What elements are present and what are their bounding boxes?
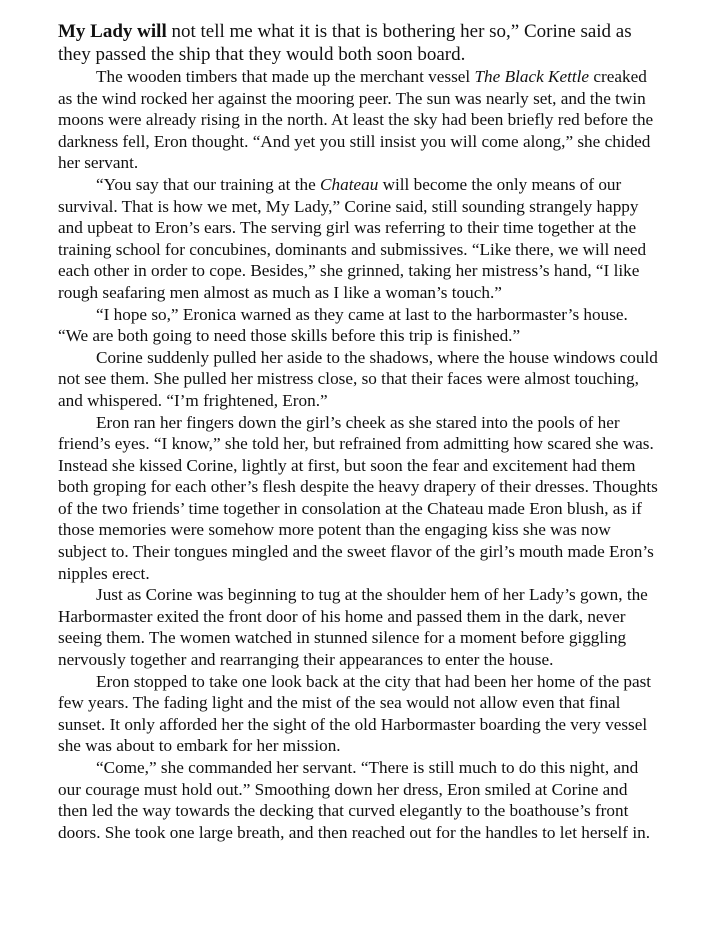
chateau-name: Chateau [320,174,379,194]
paragraph-2 [58,174,661,304]
paragraph-text: “You say that our training at the [96,174,321,194]
paragraph-text: creaked as the wind rocked her against the mooring peer. The sun was nearly set, and the twin moons were already rising in the north. At least the sky had been briefly red before the darkness fell, Eron thought. “And yet you still insist you will come along,” she chided her servant. [58,67,654,173]
ship-name: The Black Kettle [474,67,590,86]
paragraph-text: will become the only means of our survival. That is how we met, My Lady,” Corine said, still sounding strangely happy and upbeat to Eron’s ears. The serving girl was referring to their time together at the training school for concubines, dominants and submissives. “Like there, we will need each other in order to cope. Besides,” she grinned, taking her mistress’s hand, “I like rough seafaring men almost as much as I like a woman’s touch.” [58,174,647,302]
paragraph-1 [58,66,661,174]
paragraph-5: Eron ran her fingers down the girl’s cheek as she stared into the pools of her friend’s eyes. “I know,” she told her, but refrained from admitting how scared she was. Instead she kissed Corine, lightly at first, but soon the fear and excitement had them both groping for each other’s flesh despite the heavy drapery of their dresses. Thoughts of the two friends’ time together in consolation at the Chateau made Eron blush, as if those memories were somehow more potent than the engaging kiss she was now subject to. Their tongues mingled and the sweet flavor of the girl’s mouth made Eron’s nipples erect. [58,412,658,583]
opening-paragraph [58,20,661,66]
paragraph-text: The wooden timbers that made up the merchant vessel [96,67,475,86]
paragraph-8: “Come,” she commanded her servant. “There is still much to do this night, and our courage must hold out.” Smoothing down her dress, Eron smiled at Corine and then led the way towards the decking that curved elegantly to the boathouse’s front doors. She took one large breath, and then reached out for the handles to let herself in. [58,758,650,842]
paragraph-7: Eron stopped to take one look back at the city that had been her home of the past few years. The fading light and the mist of the sea would not allow even that final sunset. It only afforded her the sight of the old Harbormaster boarding the very vessel she was about to embark for her mission. [58,671,652,756]
opening-lead-text: My Lady will [58,21,167,42]
paragraph-3: “I hope so,” Eronica warned as they came at last to the harbormaster’s house. “We are both going to need those skills before this trip is finished.” [58,304,628,346]
opening-rest-text: not tell me what it is that is bothering her so,” Corine said as they passed the ship that they would both soon board. [58,21,632,65]
paragraph-6: Just as Corine was beginning to tug at the shoulder hem of her Lady’s gown, the Harbormaster exited the front door of his home and passed them in the dark, never seeing them. The women watched in stunned silence for a moment before giggling nervously together and rearranging their appearances to enter the house. [58,585,648,670]
paragraph-4: Corine suddenly pulled her aside to the shadows, where the house windows could not see them. She pulled her mistress close, so that their faces were almost touching, and whispered. “I’m frightened, Eron.” [58,347,658,410]
